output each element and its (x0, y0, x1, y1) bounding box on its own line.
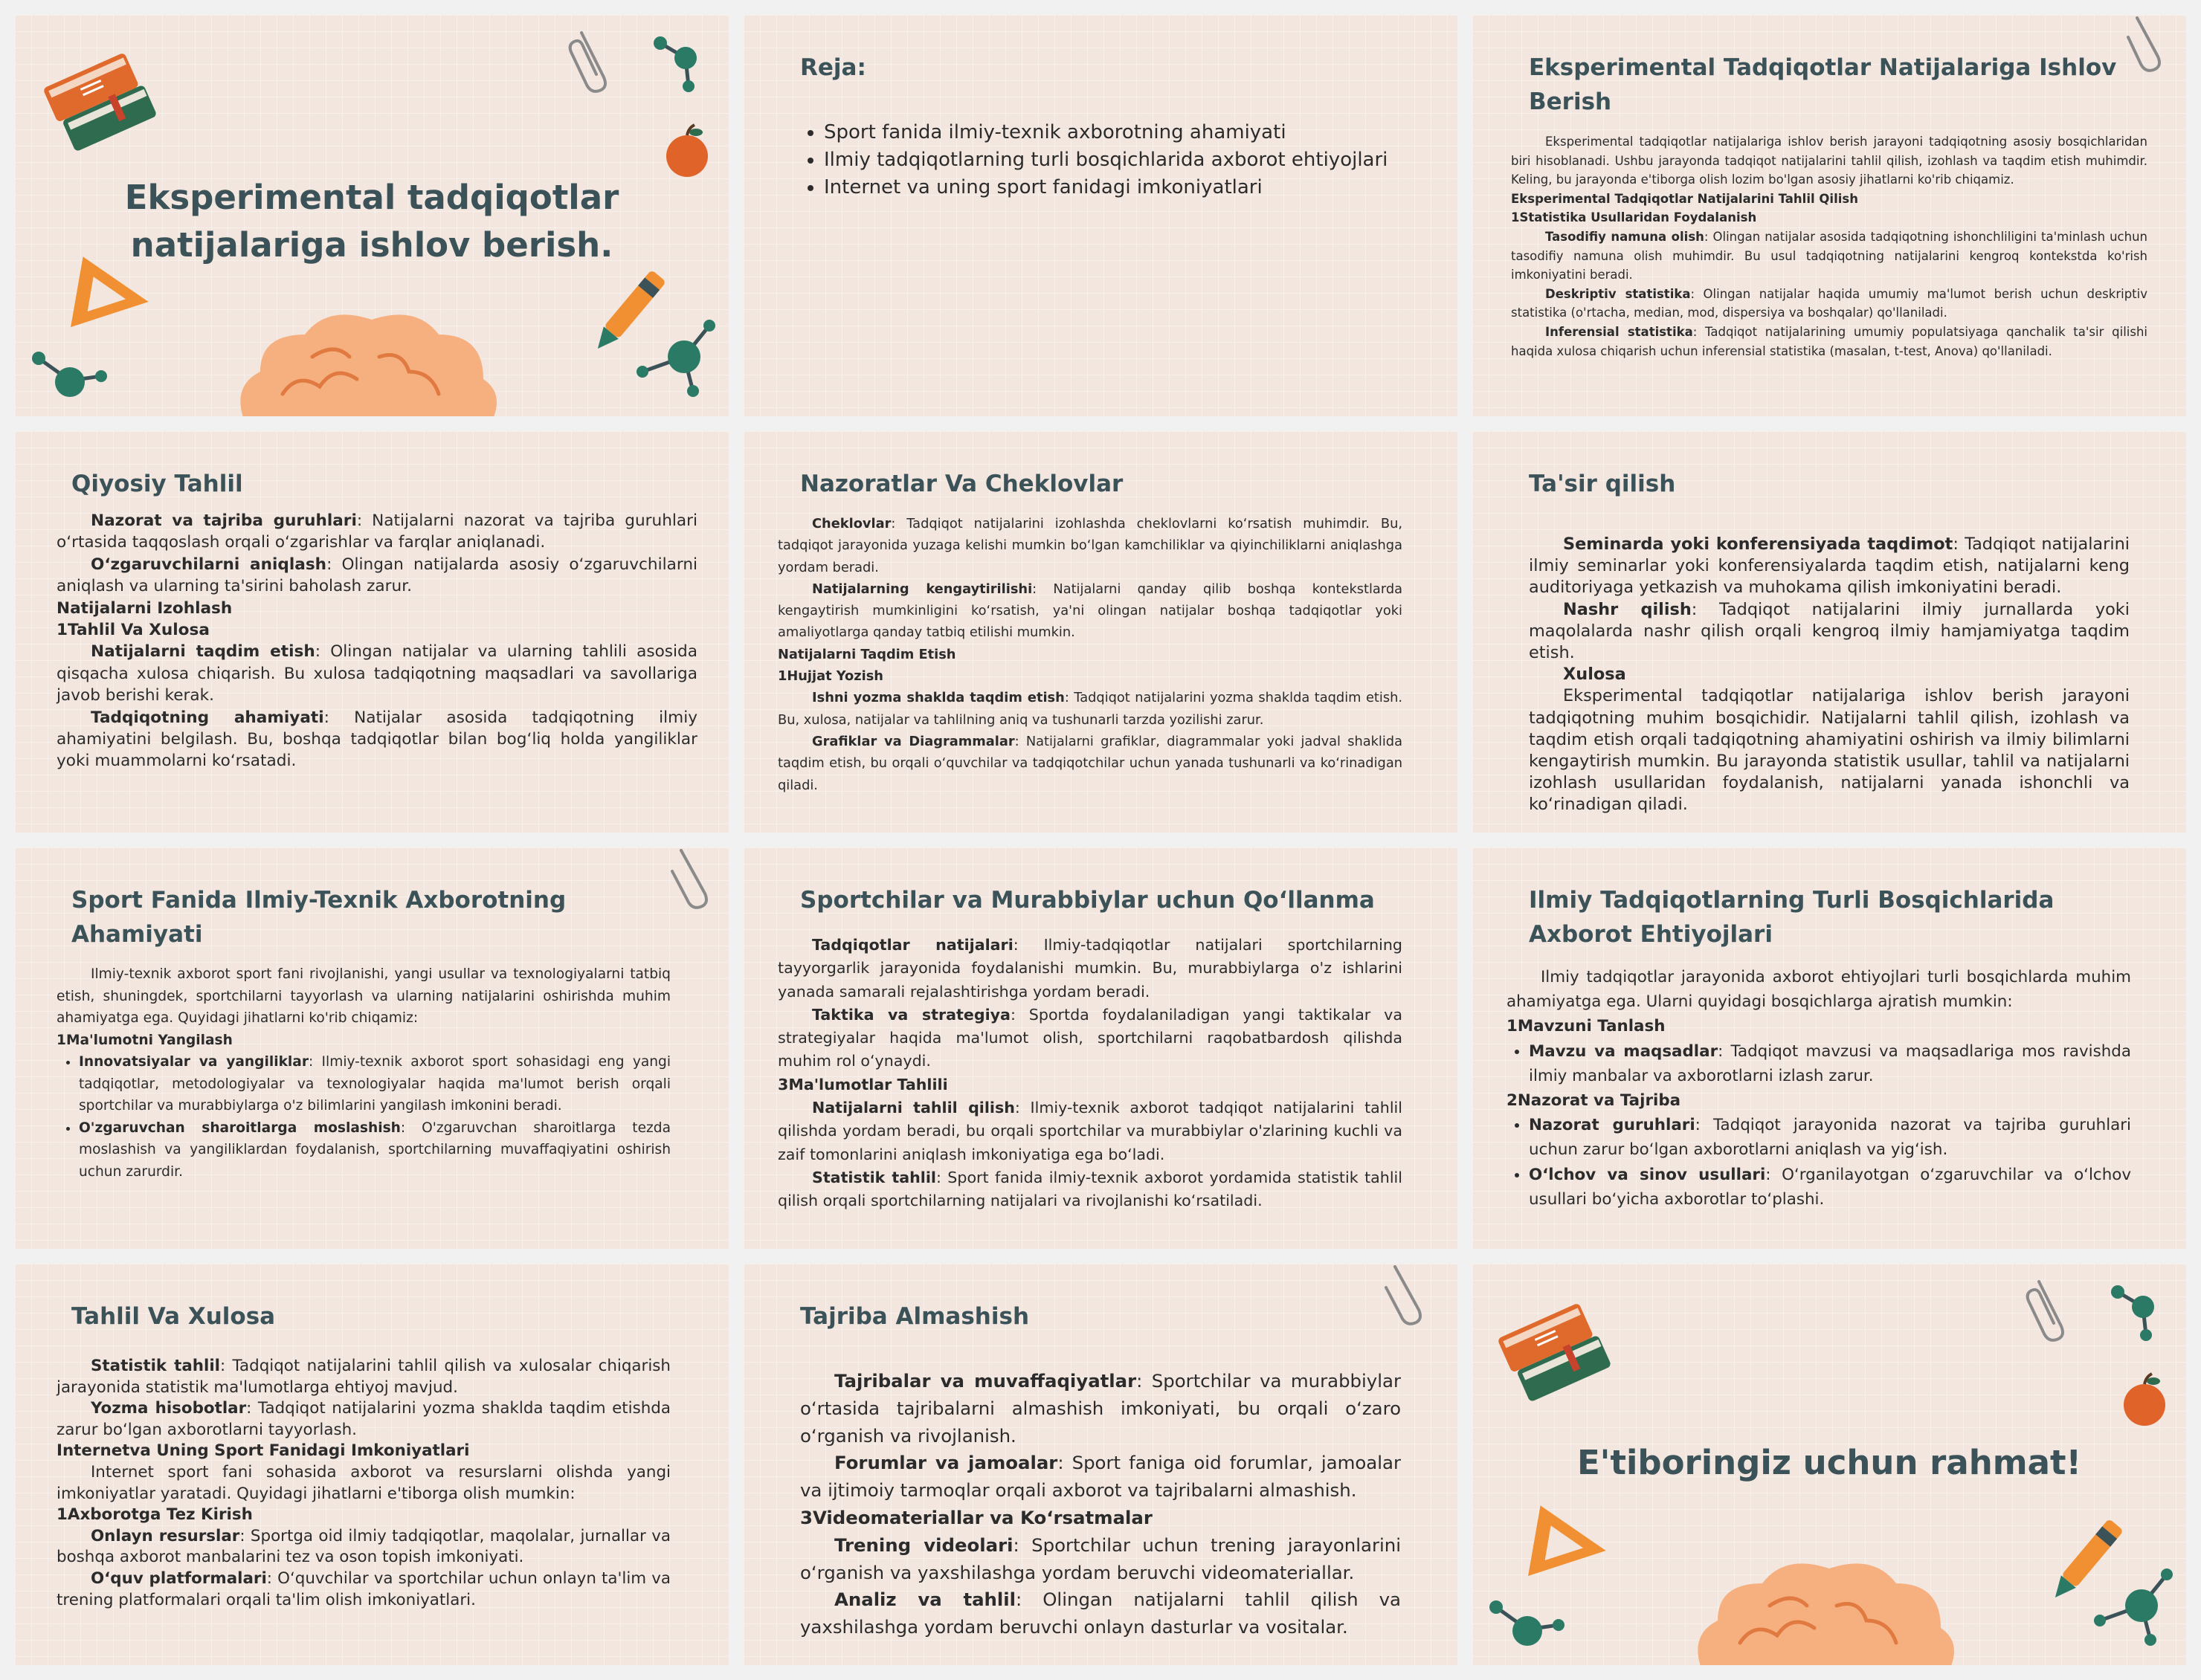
term: Natijalarning kengaytirilishi (812, 581, 1033, 597)
slide-3 (1472, 15, 2186, 416)
books-icon (1490, 1286, 1624, 1412)
definition: : Natijalar asosida tadqiqotning ilmiy ahamiyatini belgilash. Bu, boshqa tadqiqotlar bilan bog‘liq holda yangiliklar yoki muammolarni ko‘rsatadi. (57, 708, 697, 771)
section-heading: Internetva Uning Sport Fanidagi Imkoniyatlari (57, 1441, 470, 1461)
term: Nashr qilish (1563, 599, 1692, 619)
brain-icon (231, 305, 506, 416)
definition: : Ilmiy-texnik axborot sport sohasidagi eng yangi tadqiqotlar, metodologiyalar va texnologiyalar haqida ma'lumot berish orqali sportchilar va murabbiylarga o'z bilimlarini yangilash imkonini beradi. (79, 1054, 671, 1114)
molecule-icon (1487, 1591, 1569, 1665)
molecule-icon (2089, 1561, 2179, 1650)
section-heading: 2Nazorat va Tajriba (1506, 1091, 1681, 1111)
paragraph (778, 687, 1402, 731)
definition: : Tadqiqot jarayonida nazorat va tajriba guruhlari uchun zarur bo‘lgan axborotlarni aniqlash va yig‘ish. (1529, 1116, 2131, 1160)
term: Inferensial statistika (1545, 324, 1693, 339)
molecule-icon (632, 312, 721, 401)
paperclip-icon (565, 25, 617, 100)
term: Innovatsiyalar va yangiliklar (79, 1054, 309, 1070)
subsection-heading: 1Hujjat Yozish (778, 668, 883, 685)
slide-title: Sport Fanida Ilmiy-Texnik Axborotning Ahamiyati (71, 887, 567, 948)
apple-icon (2119, 1369, 2171, 1429)
slide-body (1511, 132, 2147, 361)
slide-title: Nazoratlar Va Cheklovlar (800, 471, 1124, 497)
paragraph (778, 1166, 1402, 1213)
plan-item: • Ilmiy tadqiqotlarning turli bosqichlarida axborot ehtiyojlari (824, 146, 1413, 174)
paragraph (57, 1526, 671, 1568)
list-item (1529, 1113, 2131, 1162)
paragraph: Ilmiy-texnik axborot sport fani rivojlanishi, yangi usullar va texnologiyalarni tatbiq etish, shuningdek, sportchilarni tayyorlash va ularning natijalarini oshirishda muhim ahamiyatga ega. Quyidagi jihatlarni ko'rib chiqamiz: (57, 966, 671, 1026)
paragraph: Eksperimental tadqiqotlar natijalariga ishlov berish jarayoni tadqiqotning asosiy bosqichlaridan biri hisoblanadi. Ushbu jarayonda tadqiqot natijalarini tahlil qilish, izohlash va taqdim etish muhimdir. Keling, bu jarayonda e'tiborga olish lozim bo'lgan asosiy jihatlarni ko'rib chiqamiz. (1511, 135, 2147, 187)
definition: : Tadqiqot mavzusi va maqsadlariga mos ravishda ilmiy manbalar va axborotlarni izlash zarur. (1529, 1041, 2131, 1085)
molecule-icon (2104, 1277, 2171, 1344)
slide-body (1506, 965, 2131, 1212)
slide-title: Tajriba Almashish (800, 1303, 1030, 1330)
slide-4 (15, 431, 729, 833)
slide-5 (744, 431, 1457, 833)
definition: : Olingan natijalar haqida umumiy ma'lumot berish uchun deskriptiv statistika (o'rtacha, median, mod, dispersiya va boshqalar) qo'llaniladi. (1511, 286, 2147, 320)
slide-8 (744, 847, 1457, 1249)
term: Tadqiqotning ahamiyati (91, 708, 324, 727)
term: Analiz va tahlil (834, 1589, 1016, 1611)
definition: : O‘quvchilar va sportchilar uchun onlayn ta'lim va trening platformalari orqali ta'lim olish imkoniyatlari. (57, 1568, 671, 1609)
slide-body (57, 1356, 671, 1611)
definition: : Sport fanida ilmiy-texnik axborot yordamida statistik tahlil qilish orqali sportchilarning natijalari va rivojlanishi ko‘rsatiladi. (778, 1168, 1402, 1210)
definition: : Natijalarni grafiklar, diagrammalar yoki jadval shaklida taqdim etish, bu orqali o‘quvchilar va tadqiqotchilar uchun yanada tushunarli va ko‘rinadigan qiladi. (778, 733, 1402, 793)
cover-title-line: Eksperimental tadqiqotlar (124, 178, 619, 217)
definition: : Sport faniga oid forumlar, jamoalar va ijtimoiy tarmoqlar orqali axborot va tajribalarni almashish. (800, 1452, 1402, 1502)
paragraph (800, 1450, 1401, 1505)
section-heading: 1Ma'lumotni Yangilash (57, 1032, 233, 1048)
slide-9 (1472, 847, 2186, 1249)
apple-icon (662, 120, 714, 180)
slide-body (778, 934, 1402, 1213)
paragraph: Eksperimental tadqiqotlar natijalariga ishlov berish jarayoni tadqiqotning muhim bosqichidir. Natijalarni tahlil qilish, izohlash va taqdim etish orqali tadqiqotning ahamiyatini oshirish va ilmiy bilimlarni kengaytirish mumkin. Bu jarayonda statistik usullar, tahlil va natijalarni izohlash usullaridan foydalanish, natijalarni yanada ishonchli va ko‘rinadigan qiladi. (1529, 686, 2130, 815)
section-heading: Natijalarni Izohlash (57, 598, 233, 618)
term: Natijalarni taqdim etish (91, 642, 315, 662)
list-item (79, 1051, 671, 1117)
paperclip-icon (2023, 1274, 2075, 1348)
brain-icon (1688, 1554, 1963, 1665)
list-item (1529, 1039, 2131, 1088)
term: Tajribalar va muvaffaqiyatlar (834, 1370, 1137, 1392)
slide-6 (1472, 431, 2186, 833)
term: O‘quv platformalari (91, 1568, 267, 1588)
list-item (79, 1117, 671, 1183)
molecule-icon (647, 28, 714, 95)
term: Cheklovlar (812, 516, 892, 532)
paragraph (778, 934, 1402, 1004)
list-item (1529, 1163, 2131, 1212)
slide-title: Ta'sir qilish (1529, 471, 1676, 497)
term: O‘lchov va sinov usullari (1529, 1165, 1766, 1184)
definition: : O'zgaruvchan sharoitlarga tezda moslashish va yangiliklardan foydalanish, sportchilarning muvaffaqiyatini oshirish uchun zarurdir. (79, 1120, 671, 1180)
slide-1-cover (15, 15, 729, 416)
slide-body (57, 963, 671, 1183)
paragraph (57, 707, 697, 772)
paragraph (57, 641, 697, 706)
plan-item: • Sport fanida ilmiy-texnik axborotning ahamiyati (824, 119, 1413, 146)
plan-list (803, 119, 1413, 201)
section-heading: 1Mavzuni Tanlash (1506, 1017, 1666, 1036)
paragraph (1529, 534, 2130, 599)
definition: : O‘rganilayotgan o‘zgaruvchilar va o‘lchov usullari bo‘yicha axborotlar to‘plashi. (1529, 1165, 2131, 1209)
slide-title: Eksperimental Tadqiqotlar Natijalariga Ishlov Berish (1529, 54, 2117, 115)
paragraph (1511, 323, 2147, 361)
molecule-icon (30, 342, 112, 416)
term: Deskriptiv statistika (1545, 286, 1691, 301)
paragraph (57, 1398, 671, 1441)
definition: : Tadqiqot natijalarini ilmiy jurnallarda yoki maqolalarda nashr qilish orqali kengroq ilmiy hamjamiyatga taqdim etish. (1529, 599, 2130, 663)
slide-body (57, 510, 697, 772)
term: Statistik tahlil (812, 1168, 936, 1186)
definition: : Olingan natijalarda asosiy o‘zgaruvchilarni aniqlash va ularning ta'sirini baholash zarur. (57, 555, 698, 596)
subsection-heading: 1Axborotga Tez Kirish (57, 1505, 253, 1525)
term: Tadqiqotlar natijalari (812, 936, 1014, 954)
subsection-heading: 1Statistika Usullaridan Foydalanish (1511, 210, 1757, 225)
paragraph (1529, 599, 2130, 665)
definition: : Ilmiy-texnik axborot tadqiqot natijalarini tahlil qilishda yordam beradi, bu orqali sportchilar va murabbiylar o'zlarining kuchli va zaif tomonlarini aniqlash imkoniyatiga ega bo‘ladi. (778, 1099, 1402, 1163)
slide-title: Qiyosiy Tahlil (71, 471, 243, 497)
paragraph (57, 1356, 671, 1398)
plan-item: • Internet va uning sport fanidagi imkoniyatlari (824, 174, 1413, 201)
paragraph: Internet sport fani sohasida axborot va resurslarni olishda yangi imkoniyatlar yaratadi. Quyidagi jihatlarni e'tiborga olish mumkin: (57, 1462, 671, 1503)
section-heading: Xulosa (1563, 665, 1626, 685)
definition: : Olingan natijalar asosida tadqiqotning ishonchliligini ta'minlash uchun tasodifiy namuna olish muhimdir. Bu usul tadqiqotning natijalarini kengroq kontekstda ko'rish imkoniyatini beradi. (1511, 229, 2147, 282)
term: Onlayn resurslar (91, 1526, 240, 1545)
term: Seminarda yoki konferensiyada taqdimot (1563, 534, 1953, 554)
slide-title: Reja: (800, 54, 866, 81)
slide-10 (15, 1264, 729, 1665)
thanks-title: E'tiboringiz uchun rahmat! (1576, 1443, 2082, 1482)
cover-title (112, 174, 632, 269)
paragraph (1511, 227, 2147, 285)
term: O'zgaruvchan sharoitlarga moslashish (79, 1120, 401, 1136)
definition: : Sportchilar uchun trening jarayonlarini o‘rganish va yaxshilashga yordam beruvchi videomateriallar. (800, 1534, 1401, 1583)
paragraph (57, 510, 697, 554)
term: Natijalarni tahlil qilish (812, 1099, 1015, 1117)
slide-11 (744, 1264, 1457, 1665)
term: Tasodifiy namuna olish (1545, 229, 1704, 244)
paragraph (800, 1532, 1401, 1587)
paragraph (800, 1368, 1401, 1450)
subsection-heading: 1Tahlil Va Xulosa (57, 621, 210, 640)
definition: : Sportchilar va murabbiylar o‘rtasida tajribalarni almashish imkoniyati, bu orqali o‘zaro o‘rganish va rivojlanish. (800, 1370, 1401, 1447)
paragraph (778, 731, 1402, 796)
term: Statistik tahlil (91, 1357, 220, 1375)
term: Forumlar va jamoalar (834, 1452, 1058, 1474)
term: Nazorat va tajriba guruhlari (91, 511, 357, 530)
term: Ishni yozma shaklda taqdim etish (812, 690, 1065, 706)
term: Trening videolari (834, 1534, 1014, 1556)
books-icon (36, 36, 170, 162)
paragraph (800, 1586, 1401, 1641)
section-heading: 3Videomateriallar va Ko‘rsatmalar (800, 1506, 1153, 1528)
slide-title: Ilmiy Tadqiqotlarning Turli Bosqichlarida Axborot Ehtiyojlari (1529, 887, 2055, 948)
definition: : Ilmiy-tadqiqotlar natijalari sportchilarning tayyorgarlik jarayonida foydalanishi mumkin. Bu, murabbiylarga o'z ishlarini yanada samarali rejalashtirishga yordam beradi. (778, 936, 1402, 1001)
slide-body (800, 1368, 1401, 1641)
definition: : Tadqiqot natijalarini ilmiy seminarlar yoki konferensiyalarda taqdim etish, natijalarni keng auditoriyaga yetkazish va muhokama qilish imkoniyatini beradi. (1529, 534, 2130, 598)
slide-body (1529, 534, 2130, 816)
slide-7 (15, 847, 729, 1249)
paragraph: Ilmiy tadqiqotlar jarayonida axborot ehtiyojlari turli bosqichlarda muhim ahamiyatga ega. Ularni quyidagi bosqichlarga ajratish mumkin: (1506, 968, 2131, 1012)
term: Mavzu va maqsadlar (1529, 1041, 1718, 1061)
term: Taktika va strategiya (812, 1005, 1011, 1024)
paragraph (57, 1568, 671, 1611)
paperclip-icon (1383, 1264, 1435, 1331)
term: O‘zgaruvchilarni aniqlash (91, 555, 327, 574)
definition: : Olingan natijalar va ularning tahlili asosida qisqacha xulosa chiqarish. Bu xulosa tadqiqotning maqsadlari va savollariga javob berishi kerak. (57, 642, 697, 705)
definition: : Natijalarni qanday qilib boshqa kontekstlarda kengaytirish mumkinligini ko‘rsatish, ya'ni olingan natijalar boshqa tadqiqotlar yoki amaliyotlarga qanday tatbiq etilishi mumkin. (778, 581, 1402, 641)
definition: : Olingan natijalarni tahlil qilish va yaxshilashga yordam beruvchi onlayn dasturlar va vositalar. (800, 1589, 1401, 1638)
slide-12-thanks (1472, 1264, 2186, 1665)
paragraph (778, 513, 1402, 578)
triangle-ruler-icon (1509, 1494, 1606, 1576)
cover-title-line: natijalariga ishlov berish. (130, 225, 613, 265)
definition: : Tadqiqot natijalarini yozma shaklda taqdim etish. Bu, xulosa, natijalar va tahlilning aniq va tushunarli tarzda yozilishi zarur. (778, 690, 1403, 728)
paragraph (778, 1096, 1402, 1166)
slide-title: Tahlil Va Xulosa (71, 1303, 276, 1330)
definition: : Tadqiqot natijalarini yozma shaklda taqdim etishda zarur bo‘lgan axborotlarni tayyorlash. (57, 1399, 671, 1439)
paragraph (1511, 285, 2147, 323)
definition: : Natijalarni nazorat va tajriba guruhlari o‘rtasida taqqoslash orqali o‘zgarishlar va farqlar aniqlanadi. (57, 511, 697, 552)
paragraph (778, 1004, 1402, 1073)
slide-body (778, 513, 1402, 796)
section-heading: 3Ma'lumotlar Tahlili (778, 1075, 948, 1093)
term: Nazorat guruhlari (1529, 1116, 1695, 1135)
paragraph (57, 554, 697, 598)
slide-2-plan (744, 15, 1457, 416)
definition: : Tadqiqot natijalarini tahlil qilish va xulosalar chiqarish jarayonida statistik ma'lumotlarga ehtiyoj mavjud. (57, 1357, 671, 1397)
definition: : Sportda foydalaniladigan yangi taktikalar va strategiyalar haqida ma'lumot olish, sportchilarni raqobatbardosh qilishda muhim rol o‘ynaydi. (778, 1005, 1402, 1070)
definition: : Tadqiqot natijalarining umumiy populatsiyaga qanchalik ta'sir qilishi haqida xulosa chiqarish uchun inferensial statistika (masalan, t-test, Anova) qo'llaniladi. (1511, 324, 2147, 358)
section-heading: Natijalarni Taqdim Etish (778, 646, 956, 662)
term: Yozma hisobotlar (91, 1399, 247, 1418)
term: Grafiklar va Diagrammalar (812, 733, 1015, 749)
definition: : Sportga oid ilmiy tadqiqotlar, maqolalar, jurnallar va boshqa axborot manbalarini tez va oson topish imkoniyati. (57, 1526, 671, 1567)
section-heading: Eksperimental Tadqiqotlar Natijalarini Tahlil Qilish (1511, 191, 1858, 206)
paragraph (778, 578, 1402, 644)
definition: : Tadqiqot natijalarini izohlashda cheklovlarni ko‘rsatish muhimdir. Bu, tadqiqot jarayonida yuzaga kelishi mumkin bo‘lgan kamchiliklar va qiyinchiliklarni aniqlashga yordam beradi. (778, 516, 1402, 575)
slide-title: Sportchilar va Murabbiylar uchun Qo‘llanma (800, 887, 1375, 914)
